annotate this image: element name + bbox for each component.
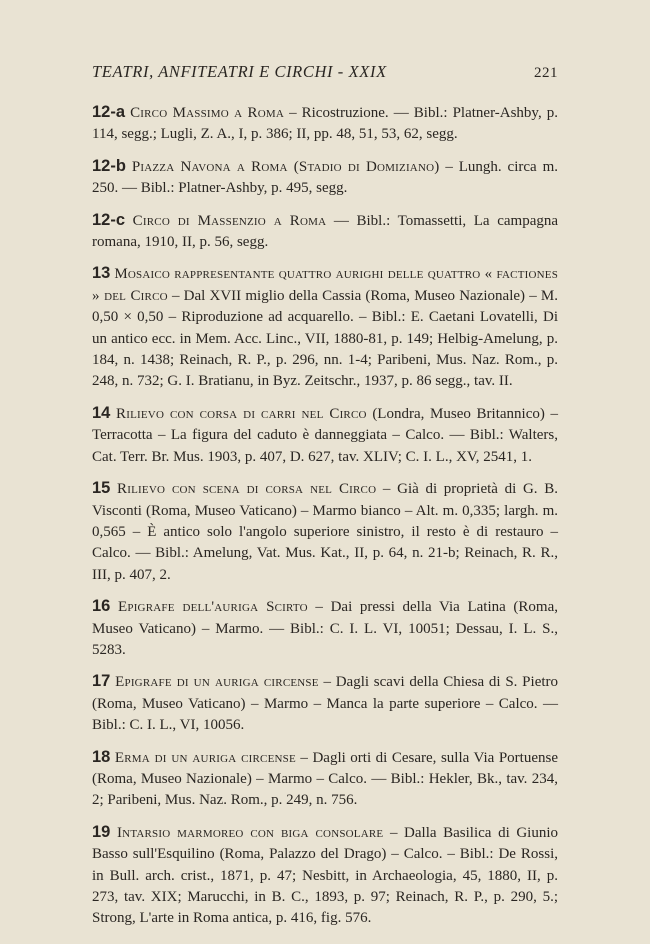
entry-text: – Dai pressi della Via Latina (Roma, Museo Vaticano) – Marmo. — Bibl.: C. I. L. VI, 10051; Dessau, I. L. S., 5283. (92, 599, 558, 658)
entry-subject: Rilievo con scena di corsa nel Circo (117, 481, 377, 498)
entry-text: – Dagli scavi della Chiesa di S. Pietro (Roma, Museo Vaticano) – Marmo – Manca la parte superiore – Calco. — Bibl.: C. I. L., VI, 10056. (92, 674, 559, 734)
catalogue-entry (92, 210, 558, 254)
entry-number: 18 (92, 747, 111, 766)
catalogue-entry (92, 403, 558, 468)
catalogue-entry (92, 747, 558, 812)
catalogue-entry (92, 156, 558, 200)
catalogue-entry (92, 263, 558, 392)
entry-subject: Intarsio marmoreo con biga consolare (116, 824, 384, 841)
entry-number: 17 (92, 672, 111, 691)
entry-number: 12-c (92, 210, 126, 229)
entry-text: – Dagli orti di Cesare, sulla Via Portuense (Roma, Museo Nazionale) – Marmo – Calco. — Bibl.: Hekler, Bk., tav. 234, 2; Paribeni, Mus. Naz. Rom., p. 249, n. 756. (92, 749, 558, 809)
entry-number: 14 (92, 403, 111, 422)
entry-text: – Già di proprietà di G. B. Visconti (Roma, Museo Vaticano) – Marmo bianco – Alt. m. 0,335; largh. m. 0,565 – È antico solo l'angolo superiore sinistro, il resto è di restauro – Calco. — Bibl.: Amelung, Vat. Mus. Kat., II, p. 64, n. 21-b; Reinach, R. R., III, p. 407, 2. (92, 481, 558, 583)
catalogue-entry (92, 671, 558, 736)
page-header (92, 62, 558, 82)
entry-number: 13 (92, 264, 111, 283)
entry-subject: Circo di Massenzio a Roma (132, 212, 327, 229)
entry-number: 12-b (92, 156, 126, 175)
catalogue-entries (92, 102, 558, 930)
entry-subject: Erma di un auriga circense (114, 749, 296, 766)
entry-subject: Mosaico rappresentante quattro aurighi delle quattro « factiones » del Circo (92, 266, 559, 304)
catalogue-entry (92, 478, 558, 586)
catalogue-entry (92, 596, 558, 661)
entry-text: – Lungh. circa m. 250. — Bibl.: Platner-Ashby, p. 495, segg. (92, 158, 558, 197)
entry-subject: Circo Massimo a Roma (130, 105, 285, 121)
entry-text: – Dal XVII miglio della Cassia (Roma, Museo Nazionale) – M. 0,50 × 0,50 – Riproduzione ad acquarello. – Bibl.: E. Caetani Lovatelli, Di un antico ecc. in Mem. Acc. Linc., VII, 1880-81, p. 149; Helbig-Amelung, p. 184, n. 1438; Reinach, R. P., p. 296, nn. 1-4; Paribeni, Mus. Naz. Rom., p. 248, n. 732; G. I. Bratianu, in Byz. Zeitschr., 1937, p. 86 segg., tav. II. (92, 287, 558, 390)
entry-text: – Dalla Basilica di Giunio Basso sull'Esquilino (Roma, Palazzo del Drago) – Calco. – Bibl.: De Rossi, in Bull. arch. crist., 1871, p. 47; Nesbitt, in Archaeologia, 45, 1880, II, p. 273, tav. XIX; Marucchi, in B. C., 1893, p. 97; Reinach, R. P., p. 290, 5.; Strong, L'arte in Roma antica, p. 416, fig. 576. (92, 824, 559, 927)
running-head: TEATRI, ANFITEATRI E CIRCHI - XXIX (92, 62, 387, 81)
catalogue-entry (92, 822, 558, 930)
entry-number: 12-a (92, 103, 126, 121)
entry-subject: Epigrafe di un auriga circense (115, 674, 319, 691)
entry-text: – Ricostruzione. — Bibl.: Platner-Ashby, p. 114, segg.; Lugli, Z. A., I, p. 386; II, pp. 48, 51, 53, 62, segg. (92, 105, 559, 143)
catalogue-entry (92, 102, 558, 146)
page-number: 221 (534, 65, 558, 81)
entry-number: 19 (92, 822, 111, 841)
entry-subject: Epigrafe dell'auriga Scirto (118, 599, 308, 616)
entry-number: 15 (92, 479, 111, 498)
entry-subject: Piazza Navona a Roma (Stadio di Domiziano) (131, 158, 440, 175)
entry-text: — Bibl.: Tomassetti, La campagna romana, 1910, II, p. 56, segg. (92, 212, 559, 251)
entry-subject: Rilievo con corsa di carri nel Circo (116, 405, 367, 422)
entry-number: 16 (92, 597, 111, 616)
entry-text: (Londra, Museo Britannico) – Terracotta – La figura del caduto è danneggiata – Calco. — Bibl.: Walters, Cat. Terr. Br. Mus. 1903, p. 407, D. 627, tav. XLIV; C. I. L., XV, 2541, 1. (92, 405, 559, 465)
